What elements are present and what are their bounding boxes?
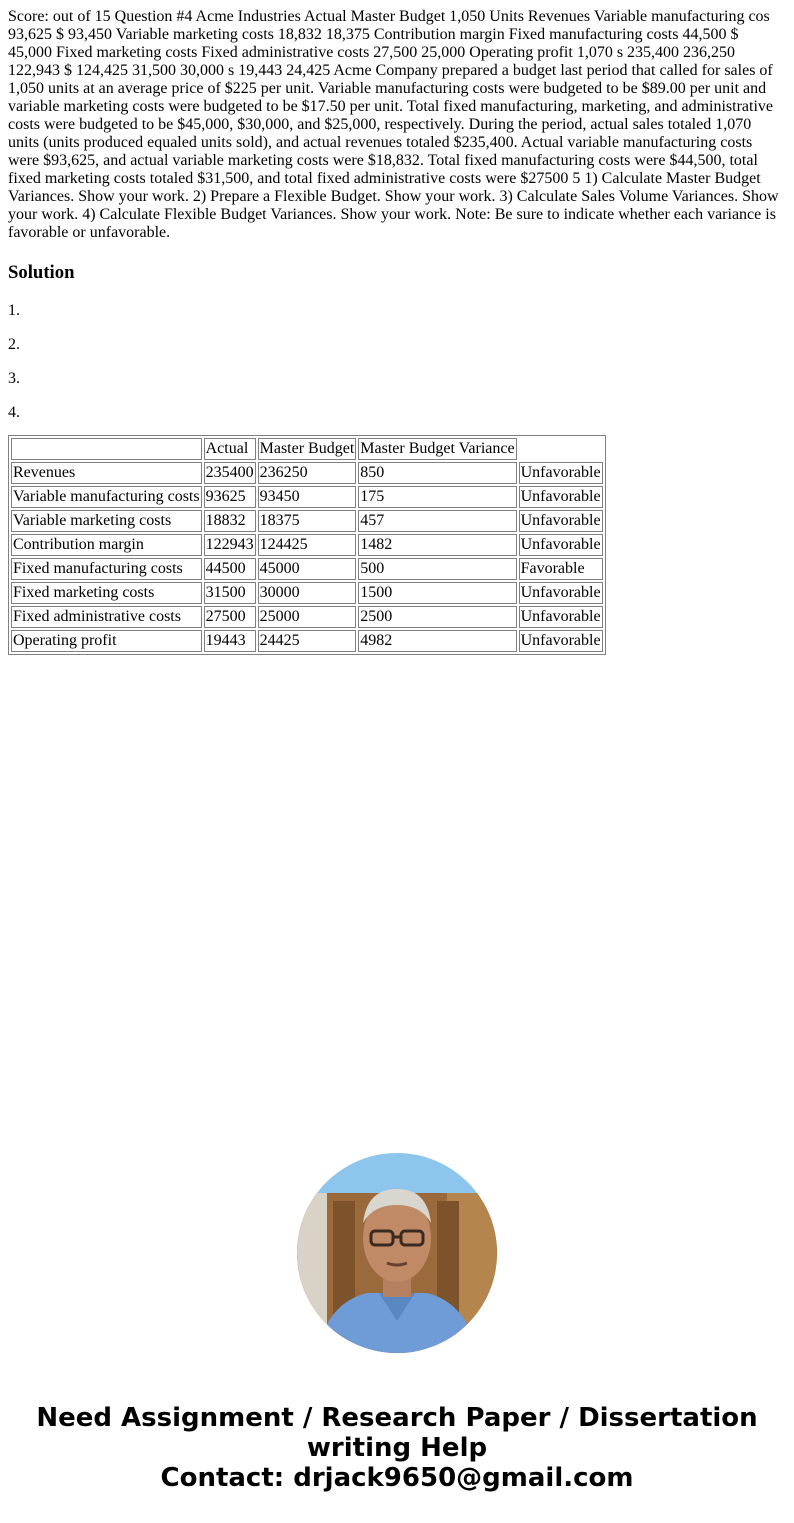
- variance-direction: Unfavorable: [519, 486, 603, 508]
- header-cell-master-budget: Master Budget: [258, 438, 357, 460]
- variance-value: 2500: [358, 606, 516, 628]
- header-cell-actual: Actual: [204, 438, 256, 460]
- actual-value: 235400: [204, 462, 256, 484]
- row-label: Fixed marketing costs: [11, 582, 202, 604]
- master-budget-value: 30000: [258, 582, 357, 604]
- actual-value: 19443: [204, 630, 256, 652]
- row-label: Variable marketing costs: [11, 510, 202, 532]
- table-header-row: [11, 438, 603, 460]
- master-budget-value: 18375: [258, 510, 357, 532]
- table-row: [11, 462, 603, 484]
- author-avatar: [297, 1153, 497, 1353]
- master-budget-variance-table: [8, 435, 606, 655]
- contact-advert: [0, 1403, 794, 1493]
- variance-direction: Unfavorable: [519, 606, 603, 628]
- row-label: Variable manufacturing costs: [11, 486, 202, 508]
- variance-direction: Favorable: [519, 558, 603, 580]
- header-cell-blank: [11, 438, 202, 460]
- table-row: [11, 510, 603, 532]
- actual-value: 122943: [204, 534, 256, 556]
- content: [8, 8, 786, 655]
- advert-line-2: writing Help: [306, 1433, 488, 1463]
- actual-value: 93625: [204, 486, 256, 508]
- variance-direction: Unfavorable: [519, 510, 603, 532]
- master-budget-value: 24425: [258, 630, 357, 652]
- variance-value: 850: [358, 462, 516, 484]
- table-row: [11, 582, 603, 604]
- variance-value: 1500: [358, 582, 516, 604]
- master-budget-value: 45000: [258, 558, 357, 580]
- master-budget-value: 236250: [258, 462, 357, 484]
- table-row: [11, 558, 603, 580]
- variance-value: 4982: [358, 630, 516, 652]
- solution-heading: Solution: [8, 262, 75, 283]
- actual-value: 44500: [204, 558, 256, 580]
- variance-direction: Unfavorable: [519, 462, 603, 484]
- master-budget-value: 124425: [258, 534, 357, 556]
- row-label: Contribution margin: [11, 534, 202, 556]
- master-budget-value: 25000: [258, 606, 357, 628]
- variance-value: 500: [358, 558, 516, 580]
- header-cell-master-budget-variance: Master Budget Variance: [358, 438, 516, 460]
- author-portrait-icon: [297, 1153, 497, 1353]
- question-text: Score: out of 15 Question #4 Acme Industries Actual Master Budget 1,050 Units Revenues Variable manufacturing cos 93,625 $ 93,450 Variable marketing costs 18,832 18,375 Contribution margin Fixed manufacturing costs 44,500 $ 45,000 Fixed marketing costs Fixed administrative costs 27,500 25,000 Operating profit 1,070 s 235,400 236,250 122,943 $ 124,425 31,500 30,000 s 19,443 24,425 Acme Company prepared a budget last period that called for sales of 1,050 units at an average price of $225 per unit. Variable manufacturing costs were budgeted to be $89.00 per unit and variable marketing costs were budgeted to be $17.50 per unit. Total fixed manufacturing, marketing, and administrative costs were budgeted to be $45,000, $30,000, and $25,000, respectively. During the period, actual sales totaled 1,070 units (units produced equaled units sold), and actual revenues totaled $235,400. Actual variable manufacturing costs were $93,625, and actual variable marketing costs were $18,832. Total fixed manufacturing costs were $44,500, total fixed marketing costs totaled $31,500, and total fixed administrative costs were $27500 5 1) Calculate Master Budget Variances. Show your work. 2) Prepare a Flexible Budget. Show your work. 3) Calculate Sales Volume Variances. Show your work. 4) Calculate Flexible Budget Variances. Show your work. Note: Be sure to indicate whether each variance is favorable or unfavorable.: [8, 8, 779, 241]
- table-row: [11, 606, 603, 628]
- actual-value: 27500: [204, 606, 256, 628]
- master-budget-value: 93450: [258, 486, 357, 508]
- variance-value: 457: [358, 510, 516, 532]
- solution-step-3: 3.: [8, 370, 20, 387]
- table-row: [11, 630, 603, 652]
- solution-step-4: 4.: [8, 404, 20, 421]
- actual-value: 18832: [204, 510, 256, 532]
- row-label: Fixed manufacturing costs: [11, 558, 202, 580]
- variance-direction: Unfavorable: [519, 630, 603, 652]
- advert-contact-line: Contact: drjack9650@gmail.com: [160, 1463, 634, 1493]
- actual-value: 31500: [204, 582, 256, 604]
- solution-step-2: 2.: [8, 336, 20, 353]
- variance-direction: Unfavorable: [519, 534, 603, 556]
- advert-line-1: Need Assignment / Research Paper / Dissertation: [36, 1403, 758, 1433]
- variance-value: 1482: [358, 534, 516, 556]
- row-label: Operating profit: [11, 630, 202, 652]
- variance-value: 175: [358, 486, 516, 508]
- table-row: [11, 486, 603, 508]
- row-label: Revenues: [11, 462, 202, 484]
- solution-step-1: 1.: [8, 302, 20, 319]
- variance-direction: Unfavorable: [519, 582, 603, 604]
- row-label: Fixed administrative costs: [11, 606, 202, 628]
- table-row: [11, 534, 603, 556]
